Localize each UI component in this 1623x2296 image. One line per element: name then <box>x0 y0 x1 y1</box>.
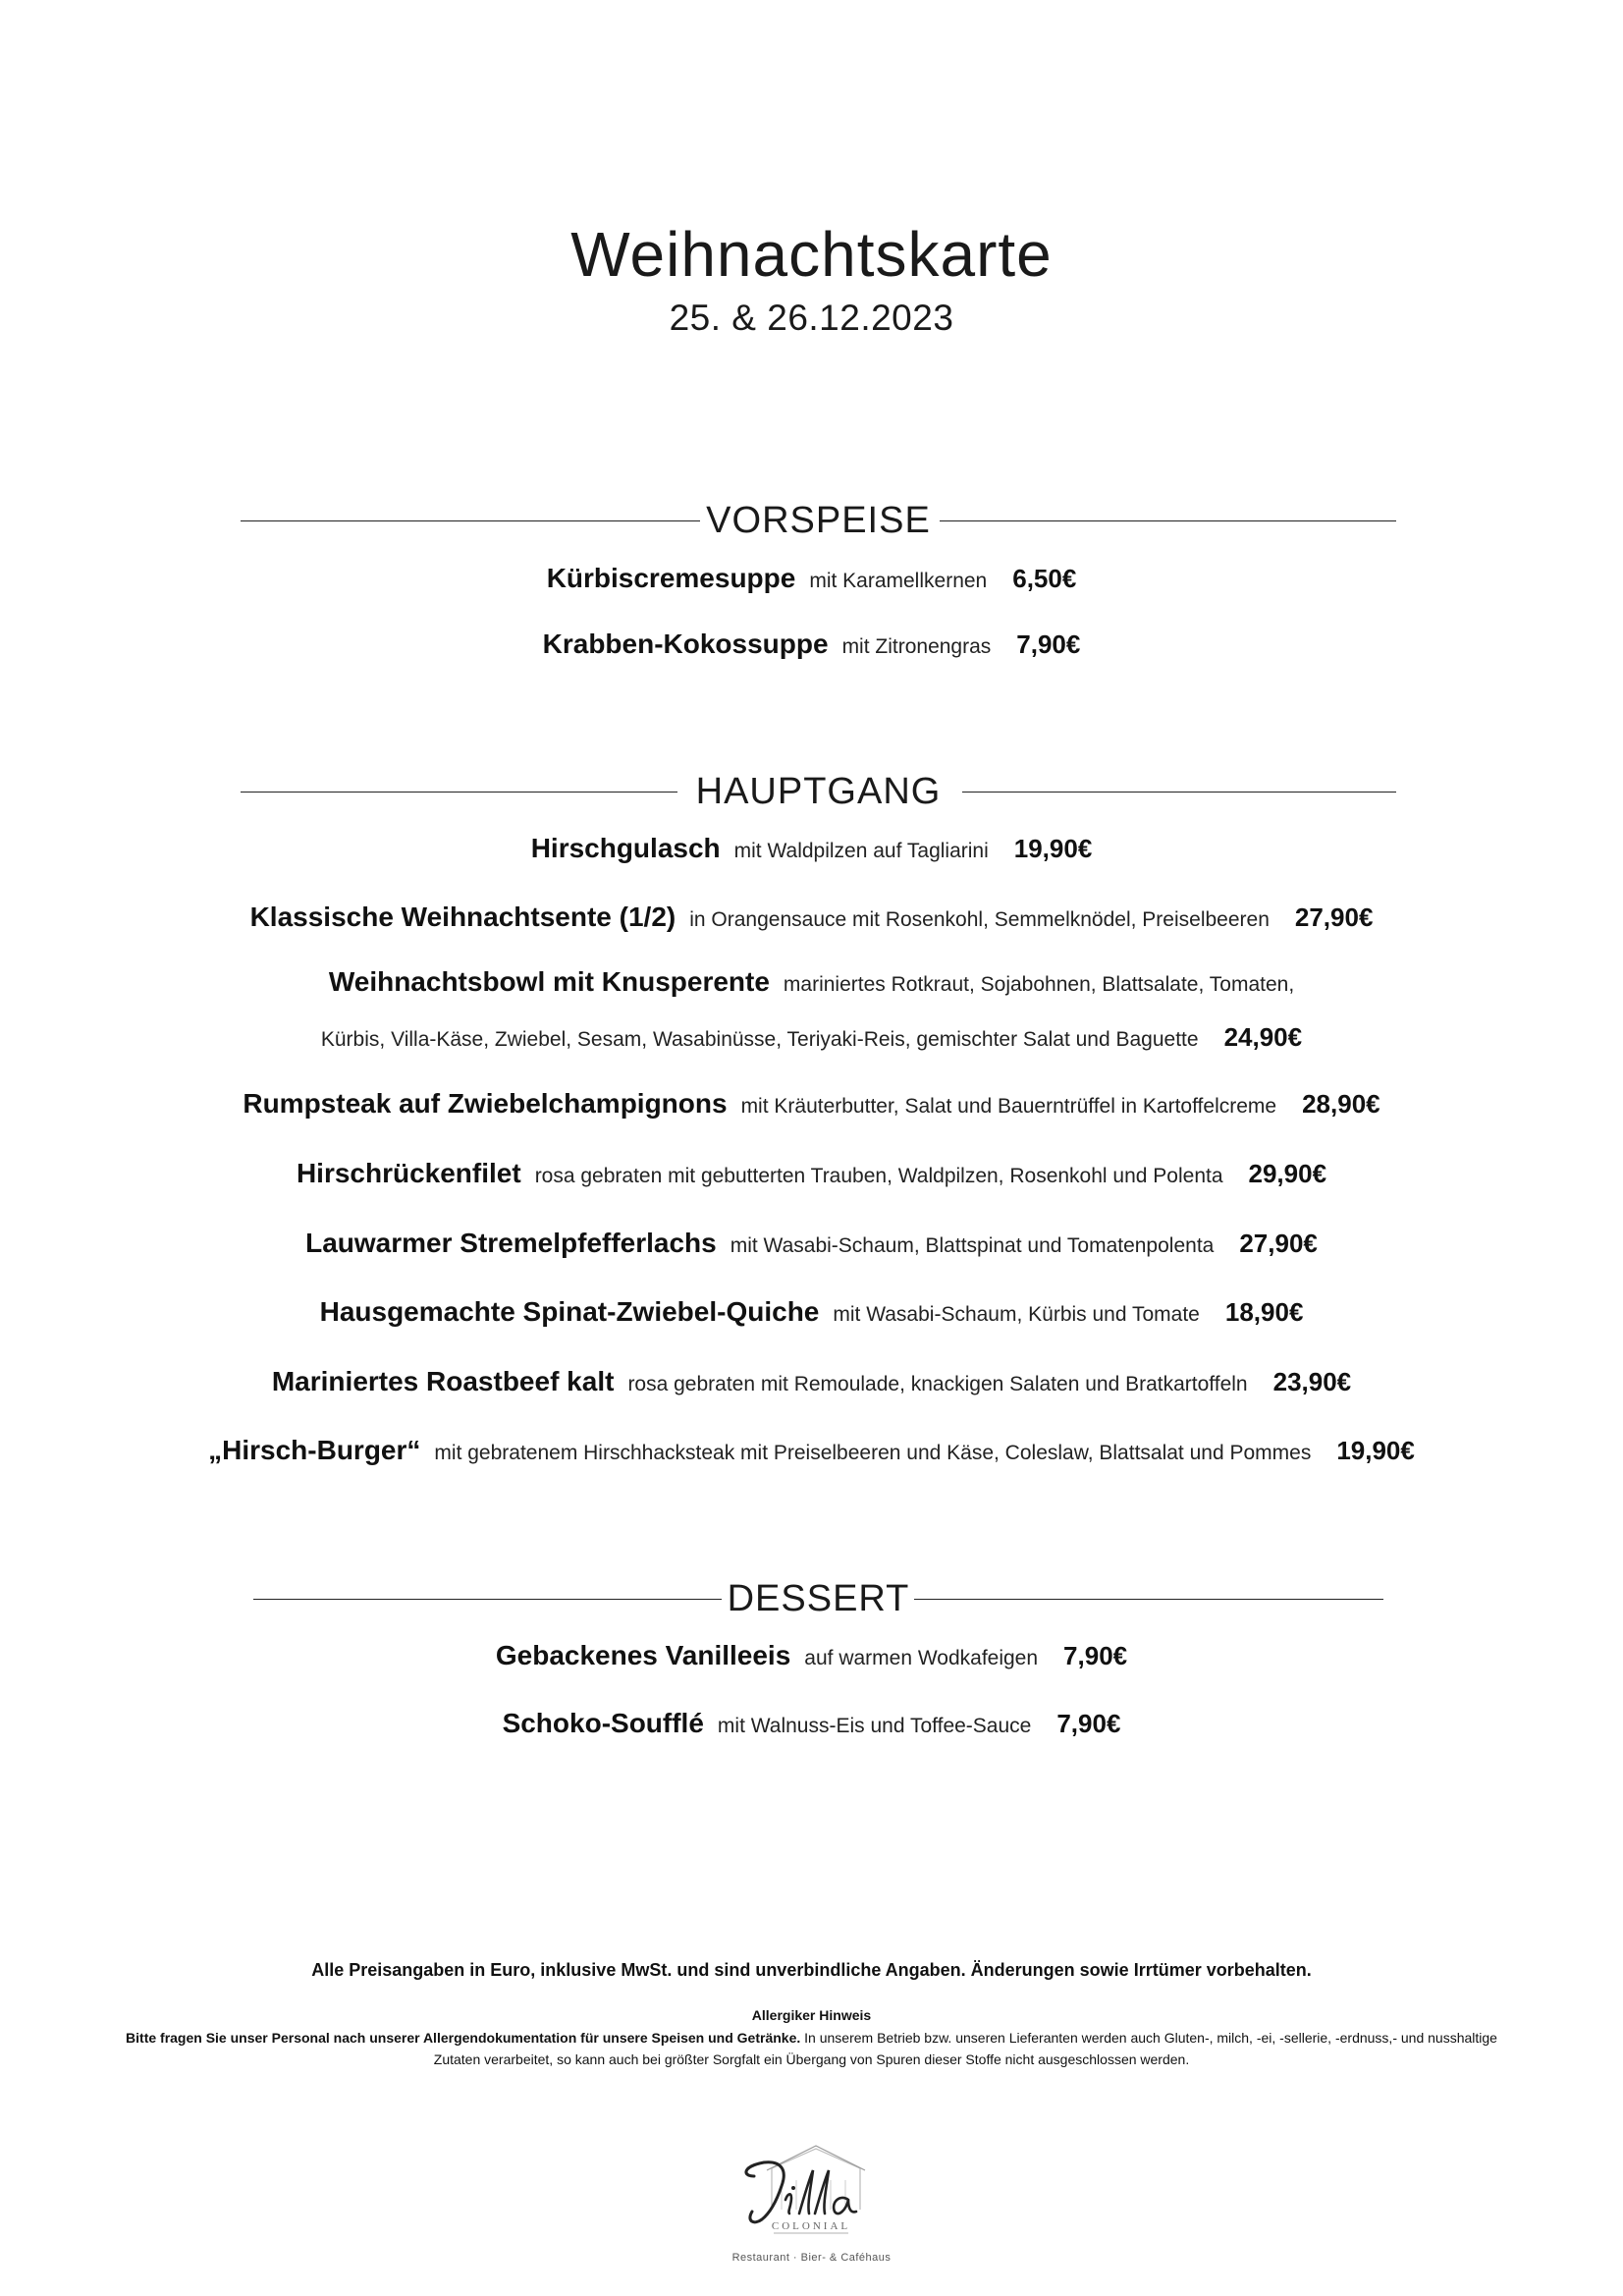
dish-description: Kürbis, Villa-Käse, Zwiebel, Sesam, Wasabinüsse, Teriyaki-Reis, gemischter Salat und Baguette <box>320 1028 1199 1051</box>
menu-item-continued <box>0 1017 1623 1062</box>
menu-item <box>0 1224 1623 1268</box>
dish-name: Klassische Weihnachtsente (1/2) <box>249 902 676 932</box>
menu-item <box>0 962 1623 1007</box>
dish-name: „Hirsch-Burger“ <box>208 1435 421 1465</box>
dish-description: mit Zitronengras <box>841 635 992 658</box>
menu-item <box>0 559 1623 603</box>
section-title: DESSERT <box>727 1578 910 1619</box>
section-header-dessert <box>253 1569 1383 1628</box>
allergy-heading: Allergiker Hinweis <box>751 2007 872 2023</box>
section-title: VORSPEISE <box>706 500 931 541</box>
dish-price: 19,90€ <box>1013 834 1093 863</box>
dish-name: Lauwarmer Stremelpfefferlachs <box>305 1228 717 1258</box>
dish-description: auf warmen Wodkafeigen <box>804 1647 1039 1669</box>
menu-item <box>0 1292 1623 1337</box>
allergy-notice-bold: Bitte fragen Sie unser Personal nach unserer Allergendokumentation für unsere Speisen und Getränke. <box>126 2030 801 2046</box>
dish-price: 24,90€ <box>1223 1022 1303 1052</box>
dish-price: 23,90€ <box>1272 1367 1352 1396</box>
dish-price: 29,90€ <box>1248 1159 1327 1188</box>
dish-price: 28,90€ <box>1302 1089 1380 1119</box>
dish-name: Hirschgulasch <box>530 833 721 863</box>
dish-name: Gebackenes Vanilleeis <box>495 1640 791 1670</box>
dish-name: Kürbiscremesuppe <box>546 563 796 593</box>
villa-colonial-logo-icon <box>713 2141 909 2259</box>
dish-name: Rumpsteak auf Zwiebelchampignons <box>243 1088 728 1119</box>
price-disclaimer: Alle Preisangaben in Euro, inklusive MwSt. und sind unverbindliche Angaben. Änderungen sowie Irrtümer vorbehalten. <box>311 1960 1312 1980</box>
dish-description: in Orangensauce mit Rosenkohl, Semmelknödel, Preiselbeeren <box>689 908 1270 931</box>
dish-price: 27,90€ <box>1294 902 1374 932</box>
dish-description: rosa gebraten mit gebutterten Trauben, Waldpilzen, Rosenkohl und Polenta <box>534 1165 1223 1187</box>
divider-right <box>940 520 1396 521</box>
dish-description: mit Waldpilzen auf Tagliarini <box>733 840 989 862</box>
menu-item <box>0 1154 1623 1198</box>
dish-price: 18,90€ <box>1224 1297 1304 1327</box>
dish-name: Hausgemachte Spinat-Zwiebel-Quiche <box>319 1296 820 1327</box>
section-header-vorspeise <box>241 491 1396 550</box>
dish-name: Krabben-Kokossuppe <box>542 629 829 659</box>
section-title: HAUPTGANG <box>695 771 942 812</box>
menu-item <box>0 1704 1623 1748</box>
dish-description: mit gebratenem Hirschhacksteak mit Preiselbeeren und Käse, Coleslaw, Blattsalat und Pommes <box>434 1442 1312 1464</box>
dish-description: mit Wasabi-Schaum, Blattspinat und Tomatenpolenta <box>730 1234 1215 1257</box>
section-header-hauptgang <box>241 762 1396 821</box>
menu-item <box>0 1084 1623 1128</box>
dish-name: Mariniertes Roastbeef kalt <box>271 1366 615 1396</box>
dish-price: 7,90€ <box>1016 629 1081 659</box>
menu-date: 25. & 26.12.2023 <box>669 298 954 338</box>
dish-description: mariniertes Rotkraut, Sojabohnen, Blattsalate, Tomaten, <box>783 973 1295 996</box>
allergy-notice <box>118 2027 1505 2070</box>
dish-description: mit Wasabi-Schaum, Kürbis und Tomate <box>833 1303 1200 1326</box>
dish-price: 19,90€ <box>1336 1436 1415 1465</box>
dish-description: mit Walnuss-Eis und Toffee-Sauce <box>717 1715 1032 1737</box>
menu-item <box>0 1636 1623 1680</box>
menu-item <box>0 1431 1623 1475</box>
dish-description: mit Karamellkernen <box>809 570 988 592</box>
logo-tagline: Restaurant · Bier- & Caféhaus <box>731 2252 892 2264</box>
dish-name: Hirschrückenfilet <box>296 1158 521 1188</box>
dish-price: 6,50€ <box>1012 564 1077 593</box>
menu-item <box>0 898 1623 942</box>
page-title: Weihnachtskarte <box>570 219 1053 290</box>
menu-item <box>0 829 1623 873</box>
dish-name: Weihnachtsbowl mit Knusperente <box>328 966 770 997</box>
dish-name: Schoko-Soufflé <box>502 1708 704 1738</box>
dish-description: rosa gebraten mit Remoulade, knackigen Salaten und Bratkartoffeln <box>627 1373 1248 1395</box>
divider-right <box>962 792 1396 793</box>
svg-text:COLONIAL: COLONIAL <box>771 2220 851 2232</box>
dish-price: 27,90€ <box>1239 1229 1318 1258</box>
divider-right <box>914 1599 1383 1600</box>
dish-price: 7,90€ <box>1063 1641 1128 1670</box>
allergy-notice-text: In unserem Betrieb bzw. unseren Lieferanten werden auch Gluten-, milch, -ei, -sellerie, -erdnuss,- und nusshaltige Zutaten verarbeitet, so kann auch bei größter Sorgfalt ein Übergang von Spuren dieser Stoffe nicht ausgeschlossen werden. <box>433 2030 1497 2067</box>
dish-description: mit Kräuterbutter, Salat und Bauerntrüffel in Kartoffelcreme <box>740 1095 1277 1118</box>
menu-item <box>0 1362 1623 1406</box>
menu-item <box>0 625 1623 669</box>
dish-price: 7,90€ <box>1056 1709 1121 1738</box>
